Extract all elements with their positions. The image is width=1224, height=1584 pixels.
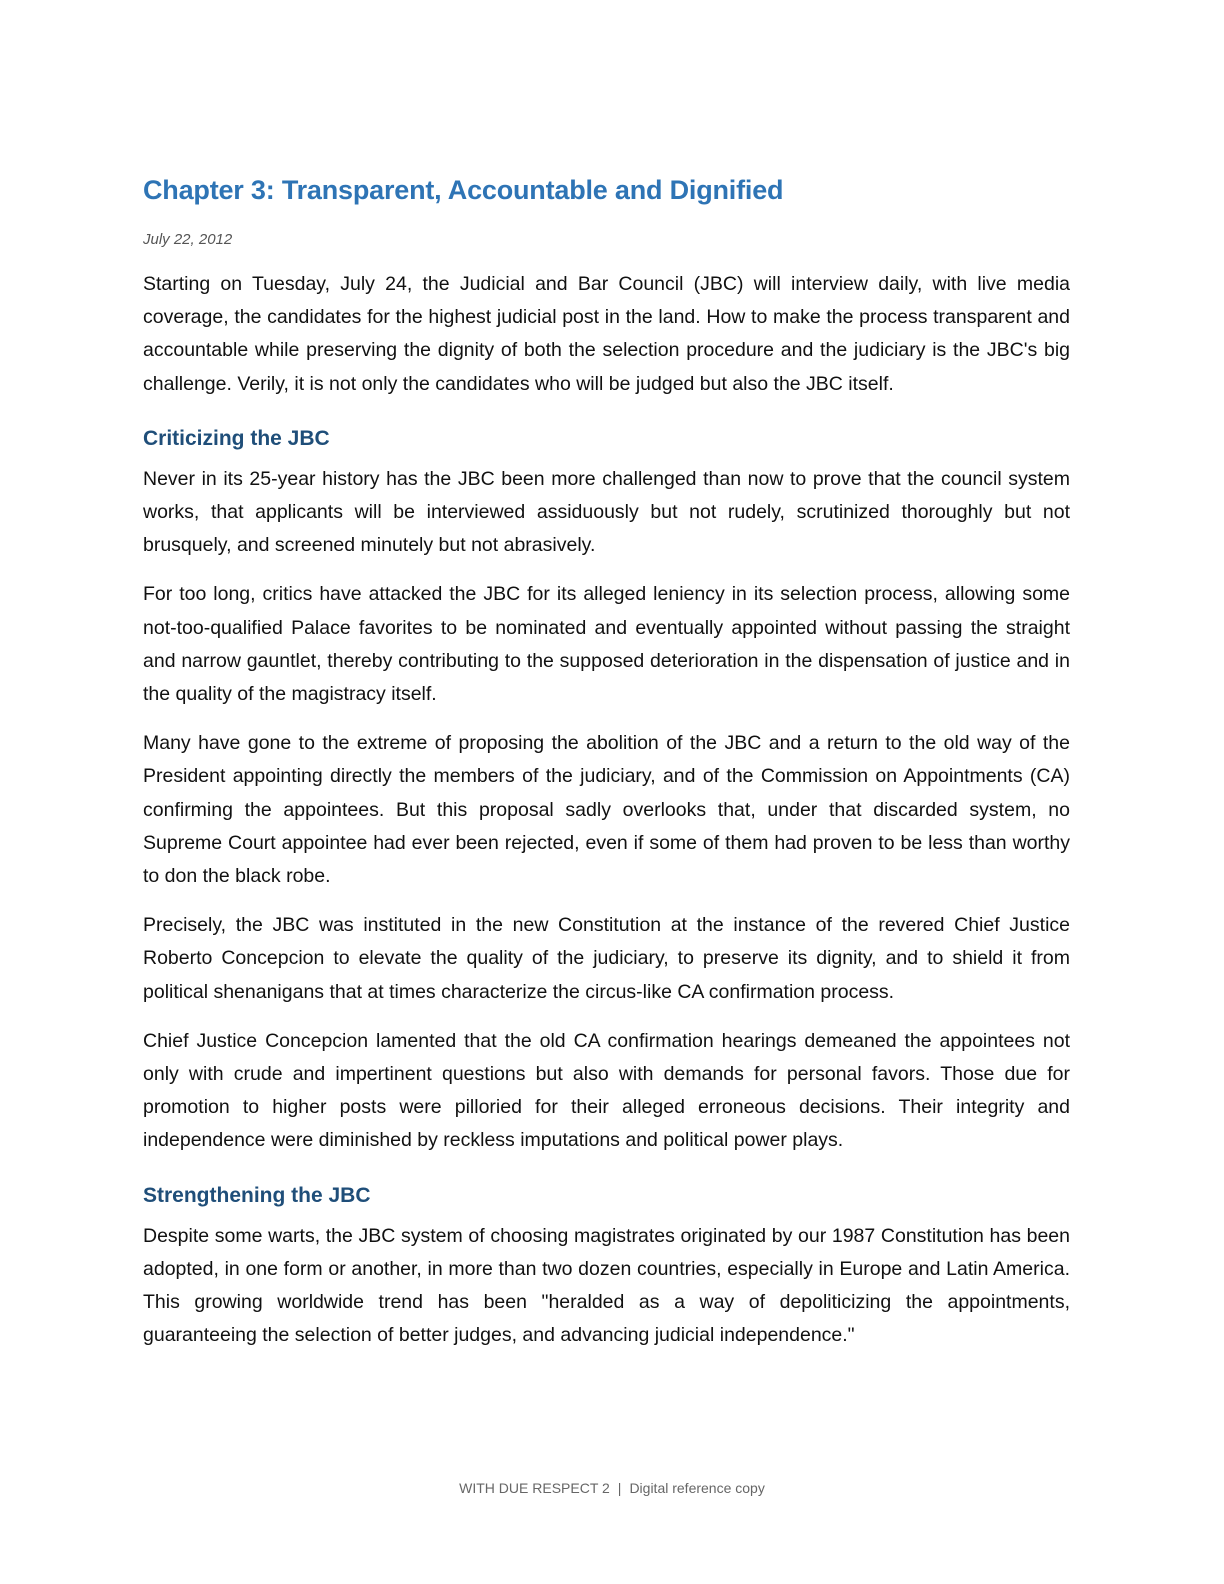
page-footer [0,1478,1224,1498]
body-paragraph: Despite some warts, the JBC system of choosing magistrates originated by our 1987 Constitution has been adopted, in one form or another, in more than two dozen countries, especially in Europe and Latin America. This growing worldwide trend has been "heralded as a way of depoliticizing the appointments, guaranteeing the selection of better judges, and advancing judicial independence." [143,1224,1070,1347]
footer-book-title: WITH DUE RESPECT 2 [459,1480,610,1496]
section-heading-criticizing: Criticizing the JBC [143,426,330,450]
chapter-title: Chapter 3: Transparent, Accountable and Dignified [143,175,784,205]
body-paragraph: Never in its 25-year history has the JBC been more challenged than now to prove that the council system works, that applicants will be interviewed assiduously but not rudely, scrutinized thoroughly but not brusquely, and screened minutely but not abrasively. [143,467,1070,557]
body-paragraph: Many have gone to the extreme of proposing the abolition of the JBC and a return to the old way of the President appointing directly the members of the judiciary, and of the Commission on Appointments (CA) confirming the appointees. But this proposal sadly overlooks that, under that discarded system, no Supreme Court appointee had ever been rejected, even if some of them had proven to be less than worthy to don the black robe. [143,732,1070,888]
publish-date: July 22, 2012 [143,231,233,248]
document-page [143,170,1070,1352]
footer-separator: | [617,1480,622,1496]
body-paragraph: Chief Justice Concepcion lamented that the old CA confirmation hearings demeaned the appointees not only with crude and impertinent questions but also with demands for personal favors. Those due for promotion to higher posts were pilloried for their alleged erroneous decisions. Their integrity and independence were diminished by reckless imputations and political power plays. [143,1029,1070,1152]
body-paragraph: For too long, critics have attacked the JBC for its alleged leniency in its selection process, allowing some not-too-qualified Palace favorites to be nominated and eventually appointed without passing the straight and narrow gauntlet, thereby contributing to the supposed deterioration in the dispensation of justice and in the quality of the magistracy itself. [143,583,1070,706]
footer-note: Digital reference copy [629,1480,765,1496]
intro-paragraph: Starting on Tuesday, July 24, the Judicial and Bar Council (JBC) will interview daily, with live media coverage, the candidates for the highest judicial post in the land. How to make the process transparent and accountable while preserving the dignity of both the selection procedure and the judiciary is the JBC's big challenge. Verily, it is not only the candidates who will be judged but also the JBC itself. [143,273,1070,395]
body-paragraph: Precisely, the JBC was instituted in the new Constitution at the instance of the revered Chief Justice Roberto Concepcion to elevate the quality of the judiciary, to preserve its dignity, and to shield it from political shenanigans that at times characterize the circus-like CA confirmation process. [143,914,1070,1003]
section-heading-strengthening: Strengthening the JBC [143,1183,371,1207]
